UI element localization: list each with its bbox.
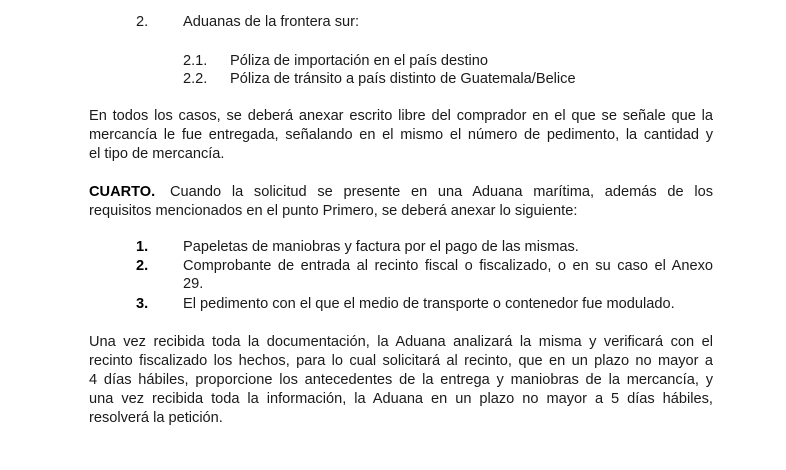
requirement-text: Papeletas de maniobras y factura por el pago de las mismas.	[183, 239, 579, 255]
section-heading: CUARTO.	[89, 184, 156, 200]
paragraph-line: requisitos mencionados en el punto Primero, se deberá anexar lo siguiente:	[89, 203, 578, 219]
paragraph-line: recinto fiscalizado los hechos, para lo cual solicitará al recinto, que en un plazo no mayor a	[89, 353, 713, 369]
paragraph-line: Cuando la solicitud se presente en una Aduana marítima, además de los	[170, 184, 713, 200]
list-item-number: 2.	[136, 14, 149, 30]
paragraph-line: Una vez recibida toda la documentación, la Aduana analizará la misma y verificará con el	[89, 334, 713, 350]
requirement-number: 1.	[136, 239, 149, 255]
sub-item-text: Póliza de importación en el país destino	[230, 53, 488, 69]
requirement-number: 3.	[136, 296, 149, 312]
paragraph-line: resolverá la petición.	[89, 410, 223, 426]
paragraph-line: 4 días hábiles, proporcione los antecedentes de la entrega y maniobras de la mercancía, y	[89, 372, 713, 388]
paragraph-line: mercancía le fue entregada, señalando en el mismo el número de pedimento, la cantidad y	[89, 127, 713, 143]
list-item-text: Aduanas de la frontera sur:	[183, 14, 360, 30]
sub-item-number: 2.2.	[183, 71, 208, 87]
requirement-text: El pedimento con el que el medio de transporte o contenedor fue modulado.	[183, 296, 675, 312]
paragraph-line: el tipo de mercancía.	[89, 146, 225, 162]
sub-item-text: Póliza de tránsito a país distinto de Guatemala/Belice	[230, 71, 576, 87]
requirement-number: 2.	[136, 258, 149, 274]
sub-item-number: 2.1.	[183, 53, 208, 69]
requirement-text: Comprobante de entrada al recinto fiscal o fiscalizado, o en su caso el Anexo	[183, 258, 713, 274]
requirement-text-continued: 29.	[183, 276, 204, 292]
paragraph-line: una vez recibida toda la información, la Aduana en un plazo no mayor a 5 días hábiles,	[89, 391, 713, 407]
paragraph-line: En todos los casos, se deberá anexar escrito libre del comprador en el que se señale que la	[89, 108, 713, 124]
